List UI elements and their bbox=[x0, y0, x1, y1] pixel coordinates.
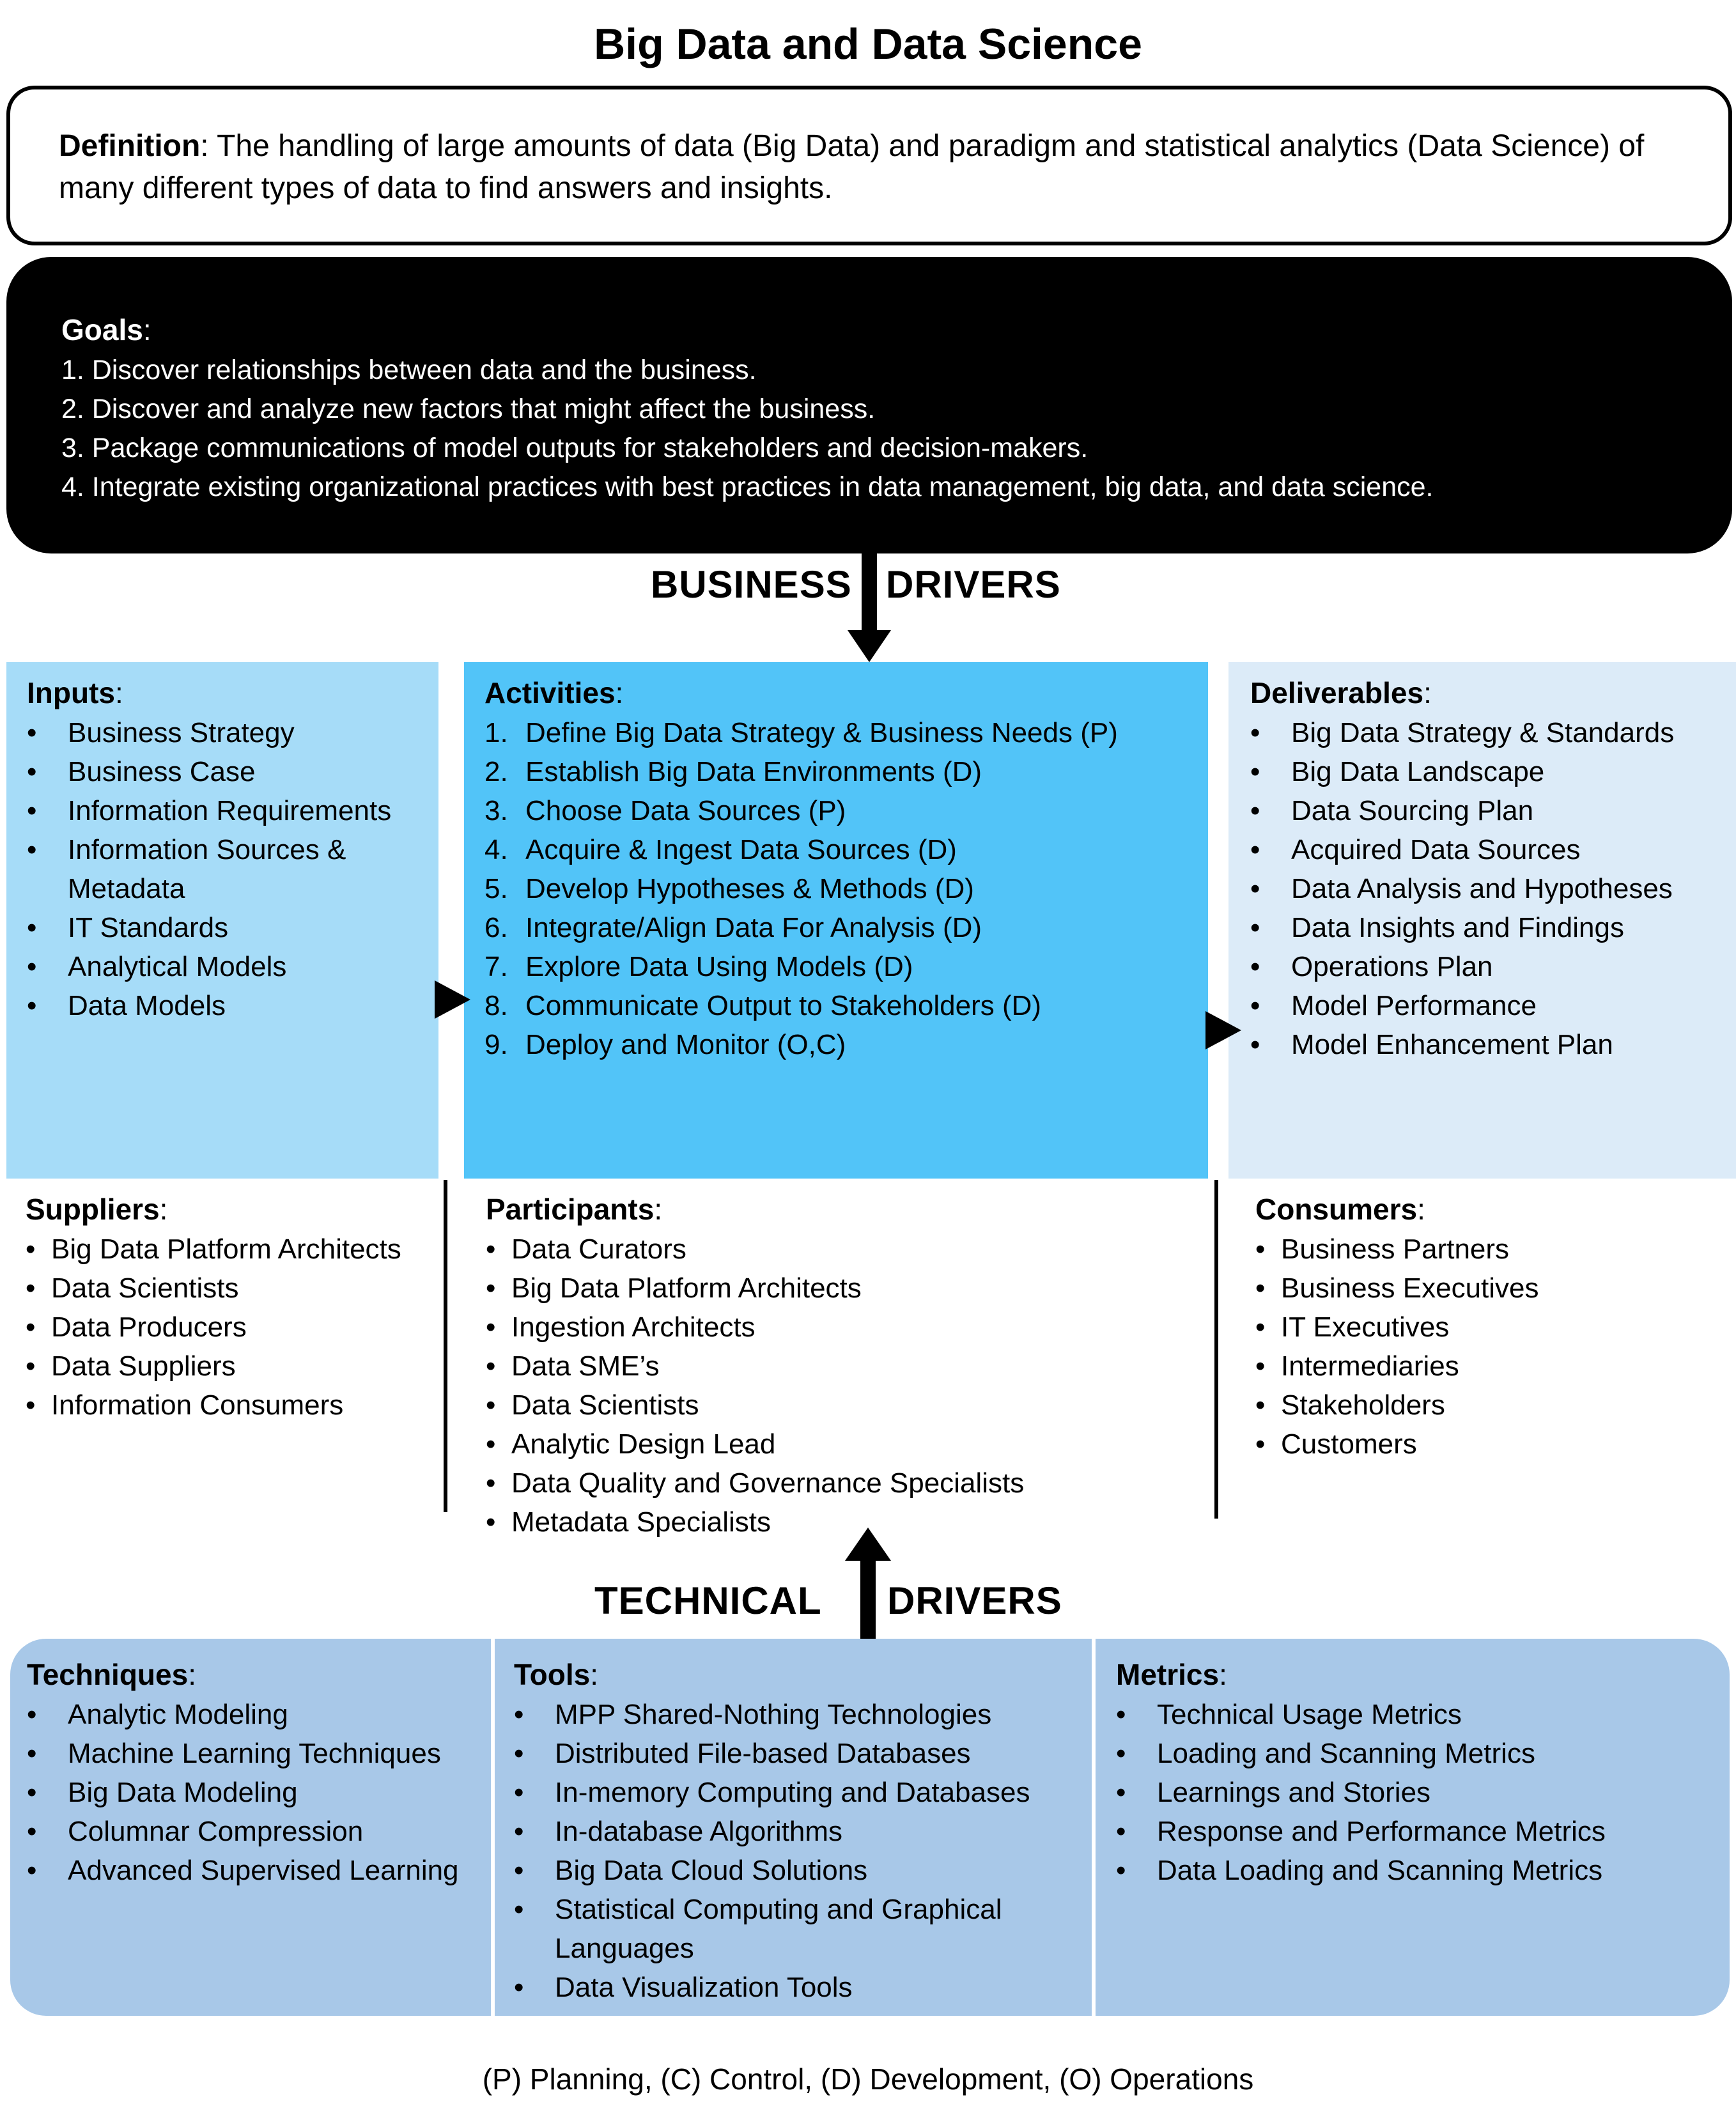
list-item: 4. Acquire & Ingest Data Sources (D) bbox=[484, 834, 957, 865]
list-item: • Business Case bbox=[27, 752, 418, 791]
suppliers-label: Suppliers bbox=[26, 1193, 160, 1226]
metrics-label: Metrics bbox=[1116, 1658, 1220, 1691]
tools-label: Tools bbox=[514, 1658, 591, 1691]
list-item: • Acquired Data Sources bbox=[1250, 830, 1714, 869]
inputs-panel: Inputs: • Business Strategy • Business Case • Information Requirements • Information Sources & Metadata • IT Standards • Analytical Models • Data Models bbox=[6, 662, 438, 1179]
list-item: • In-memory Computing and Databases bbox=[514, 1773, 1089, 1812]
goal-item: 4. Integrate existing organizational practices with best practices in data management, big data, and data science. bbox=[61, 472, 1434, 502]
business-drivers-arrow-shaft bbox=[862, 553, 877, 633]
diagram-title: Big Data and Data Science bbox=[594, 20, 1142, 68]
tools-list bbox=[514, 1695, 1089, 2007]
deliverables-label: Deliverables bbox=[1250, 676, 1424, 709]
list-item: • Learnings and Stories bbox=[1116, 1773, 1717, 1812]
metrics-panel: Metrics: • Technical Usage Metrics • Loading and Scanning Metrics • Learnings and Stories • Response and Performance Metrics • Data Loading and Scanning Metrics bbox=[1116, 1655, 1717, 1890]
list-item: • Customers bbox=[1255, 1425, 1728, 1464]
activities-panel: Activities: 1. Define Big Data Strategy & Business Needs (P) 2. Establish Big Data Environments (D) 3. Choose Data Sources (P) 4. Acquire & Ingest Data Sources (D) 5. Develop Hypotheses & Methods (D) 6. Integrate/Align Data For Analysis (D) 7. Explore Data Using Models (D) 8. Communicate Output to Stakeholders (D) 9. Deploy and Monitor (O,C) bbox=[464, 662, 1208, 1179]
list-item: 1. Define Big Data Strategy & Business Needs (P) bbox=[484, 717, 1118, 748]
tools-panel: Tools: • MPP Shared-Nothing Technologies • Distributed File-based Databases • In-memory Computing and Databases • In-database Algorithms • Big Data Cloud Solutions • Statistical Computing and Graphical Languages • Data Visualization Tools bbox=[514, 1655, 1089, 2007]
goals-label: Goals bbox=[61, 313, 143, 346]
consumers-panel: Consumers: • Business Partners • Business Executives • IT Executives • Intermediaries • Stakeholders • Customers bbox=[1255, 1190, 1728, 1464]
deliverables-list bbox=[1250, 713, 1714, 1064]
goal-item: 2. Discover and analyze new factors that might affect the business. bbox=[61, 394, 876, 424]
list-item: • Analytic Design Lead bbox=[486, 1425, 1202, 1464]
suppliers-list bbox=[26, 1230, 441, 1425]
list-item: • IT Standards bbox=[27, 908, 418, 947]
list-item: • Data Sourcing Plan bbox=[1250, 791, 1714, 830]
list-item: • Data Insights and Findings bbox=[1250, 908, 1714, 947]
goal-item: 1. Discover relationships between data and the business. bbox=[61, 355, 757, 385]
list-item: • Data Curators bbox=[486, 1230, 1202, 1269]
list-item: 2. Establish Big Data Environments (D) bbox=[484, 756, 982, 787]
inputs-list bbox=[27, 713, 418, 1025]
business-drivers-label-1: BUSINESS bbox=[651, 563, 852, 606]
list-item: • Statistical Computing and Graphical Languages bbox=[514, 1890, 1089, 1968]
list-item: 8. Communicate Output to Stakeholders (D) bbox=[484, 990, 1042, 1021]
techniques-label: Techniques bbox=[27, 1658, 189, 1691]
list-item: • Big Data Landscape bbox=[1250, 752, 1714, 791]
list-item: • Data Models bbox=[27, 986, 418, 1025]
technical-drivers-label-2: DRIVERS bbox=[887, 1579, 1062, 1622]
goals-box: Goals: 1. Discover relationships between data and the business. 2. Discover and analyze new factors that might affect the business. 3. Package communications of model outputs for stakeholders and decision-makers. 4. Integrate existing organizational practices with best practices in data management, big data, and data science. bbox=[6, 257, 1732, 553]
definition-label: Definition bbox=[59, 129, 201, 163]
list-item: • Big Data Strategy & Standards bbox=[1250, 713, 1714, 752]
list-item: • Data Scientists bbox=[26, 1269, 441, 1308]
list-item: • IT Executives bbox=[1255, 1308, 1728, 1347]
list-item: • Machine Learning Techniques bbox=[27, 1734, 487, 1773]
activities-label: Activities bbox=[484, 676, 616, 709]
divider bbox=[1214, 1180, 1218, 1519]
list-item: 3. Choose Data Sources (P) bbox=[484, 795, 846, 826]
list-item: • Response and Performance Metrics bbox=[1116, 1812, 1717, 1851]
inputs-label: Inputs bbox=[27, 676, 115, 709]
technical-drivers-arrow-shaft bbox=[860, 1557, 876, 1641]
list-item: • Analytic Modeling bbox=[27, 1695, 487, 1734]
deliverables-panel: Deliverables: • Big Data Strategy & Standards • Big Data Landscape • Data Sourcing Plan • Acquired Data Sources • Data Analysis and Hypotheses • Data Insights and Findings • Operations Plan • Model Performance • Model Enhancement Plan bbox=[1228, 662, 1736, 1179]
participants-panel: Participants: • Data Curators • Big Data Platform Architects • Ingestion Architects • Data SME’s • Data Scientists • Analytic Design Lead • Data Quality and Governance Specialists • Metadata Specialists bbox=[486, 1190, 1202, 1542]
divider bbox=[491, 1639, 495, 2016]
list-item: • Technical Usage Metrics bbox=[1116, 1695, 1717, 1734]
list-item: • Model Performance bbox=[1250, 986, 1714, 1025]
list-item: • Operations Plan bbox=[1250, 947, 1714, 986]
list-item: 5. Develop Hypotheses & Methods (D) bbox=[484, 873, 974, 904]
list-item: • Columnar Compression bbox=[27, 1812, 487, 1851]
up-arrow-icon bbox=[845, 1528, 891, 1561]
list-item: • Intermediaries bbox=[1255, 1347, 1728, 1386]
technical-drivers-label-1: TECHNICAL bbox=[594, 1579, 822, 1622]
list-item: • Loading and Scanning Metrics bbox=[1116, 1734, 1717, 1773]
participants-list bbox=[486, 1230, 1202, 1542]
list-item: • Information Requirements bbox=[27, 791, 418, 830]
list-item: • Big Data Platform Architects bbox=[26, 1230, 441, 1269]
list-item: • Business Executives bbox=[1255, 1269, 1728, 1308]
list-item: • Big Data Cloud Solutions bbox=[514, 1851, 1089, 1890]
suppliers-panel: Suppliers: • Big Data Platform Architects • Data Scientists • Data Producers • Data Suppliers • Information Consumers bbox=[26, 1190, 441, 1425]
list-item: • Data SME’s bbox=[486, 1347, 1202, 1386]
metrics-list bbox=[1116, 1695, 1717, 1890]
goal-item: 3. Package communications of model outputs for stakeholders and decision-makers. bbox=[61, 433, 1089, 463]
right-arrow-icon bbox=[435, 980, 470, 1019]
legend: (P) Planning, (C) Control, (D) Development, (O) Operations bbox=[482, 2062, 1254, 2096]
list-item: • Big Data Platform Architects bbox=[486, 1269, 1202, 1308]
definition-text: : The handling of large amounts of data (Big Data) and paradigm and statistical analytics (Data Science) of many different types of data to find answers and insights. bbox=[59, 129, 1645, 205]
techniques-list bbox=[27, 1695, 487, 1890]
divider bbox=[1092, 1639, 1096, 2016]
list-item: • Ingestion Architects bbox=[486, 1308, 1202, 1347]
list-item: • Information Sources & Metadata bbox=[27, 830, 418, 908]
participants-label: Participants bbox=[486, 1193, 655, 1226]
list-item: • Data Analysis and Hypotheses bbox=[1250, 869, 1714, 908]
list-item: • Data Loading and Scanning Metrics bbox=[1116, 1851, 1717, 1890]
definition-box bbox=[6, 86, 1732, 245]
divider bbox=[444, 1180, 447, 1512]
list-item: • Stakeholders bbox=[1255, 1386, 1728, 1425]
business-drivers-label-2: DRIVERS bbox=[886, 563, 1061, 606]
list-item: 9. Deploy and Monitor (O,C) bbox=[484, 1029, 846, 1060]
right-arrow-icon bbox=[1205, 1011, 1241, 1049]
list-item: • Business Partners bbox=[1255, 1230, 1728, 1269]
list-item: 7. Explore Data Using Models (D) bbox=[484, 951, 913, 982]
list-item: • Data Scientists bbox=[486, 1386, 1202, 1425]
list-item: • Big Data Modeling bbox=[27, 1773, 487, 1812]
list-item: • Data Visualization Tools bbox=[514, 1968, 1089, 2007]
list-item: 6. Integrate/Align Data For Analysis (D) bbox=[484, 912, 982, 943]
goals-list bbox=[61, 351, 1677, 507]
list-item: • Business Strategy bbox=[27, 713, 418, 752]
list-item: • Advanced Supervised Learning bbox=[27, 1851, 487, 1890]
list-item: • MPP Shared-Nothing Technologies bbox=[514, 1695, 1089, 1734]
consumers-label: Consumers bbox=[1255, 1193, 1418, 1226]
list-item: • Information Consumers bbox=[26, 1386, 441, 1425]
list-item: • Analytical Models bbox=[27, 947, 418, 986]
list-item: • Model Enhancement Plan bbox=[1250, 1025, 1714, 1064]
list-item: • In-database Algorithms bbox=[514, 1812, 1089, 1851]
activities-list bbox=[484, 713, 1188, 1064]
list-item: • Data Quality and Governance Specialists bbox=[486, 1464, 1202, 1503]
techniques-panel: Techniques: • Analytic Modeling • Machine Learning Techniques • Big Data Modeling • Columnar Compression • Advanced Supervised Learning bbox=[27, 1655, 487, 1890]
list-item: • Metadata Specialists bbox=[486, 1503, 1202, 1542]
list-item: • Distributed File-based Databases bbox=[514, 1734, 1089, 1773]
consumers-list bbox=[1255, 1230, 1728, 1464]
list-item: • Data Producers bbox=[26, 1308, 441, 1347]
down-arrow-icon bbox=[848, 630, 891, 662]
list-item: • Data Suppliers bbox=[26, 1347, 441, 1386]
